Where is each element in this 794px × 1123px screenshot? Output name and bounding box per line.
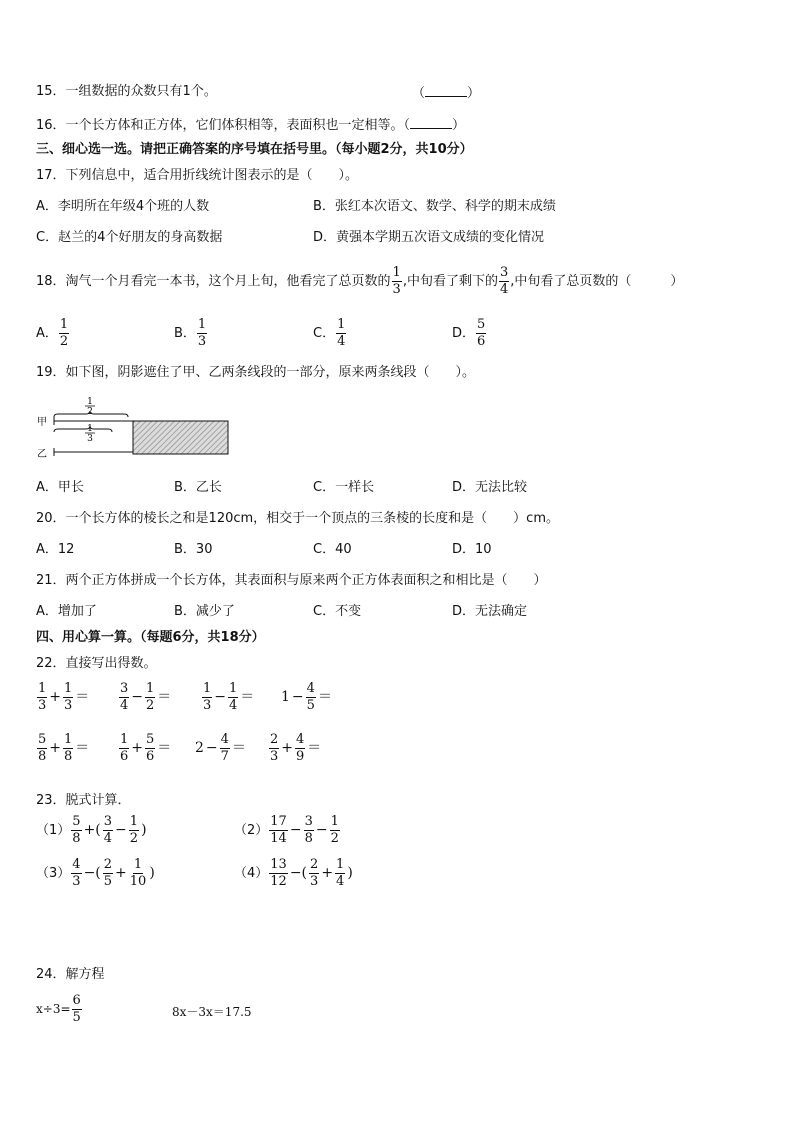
equals-sign: ＝ <box>231 740 246 757</box>
denominator: 6 <box>120 748 129 764</box>
q19-segment-figure <box>36 395 266 461</box>
numerator: 1 <box>64 732 73 747</box>
denominator: 4 <box>120 697 129 713</box>
denominator: 8 <box>38 748 47 764</box>
fraction <box>220 733 230 763</box>
q15-answer-blank[interactable] <box>412 85 480 100</box>
operator: + <box>131 740 144 757</box>
q23-problem-1 <box>36 815 148 845</box>
numerator: 4 <box>306 681 315 696</box>
q21-option-a[interactable]: A．增加了 <box>36 604 97 619</box>
fig-top-fraction-num: 1 <box>87 397 93 407</box>
section-4-heading: 四、用心算一算。（每题6分，共18分） <box>36 630 265 645</box>
q17-option-a[interactable]: A．李明所在年级4个班的人数 <box>36 199 210 214</box>
fraction <box>295 733 305 763</box>
operator: − <box>214 689 227 706</box>
q22-expr-5 <box>36 733 90 763</box>
q15-paren-open: （ <box>412 86 426 101</box>
q17-option-b[interactable]: B．张红本次语文、数学、科学的期末成绩 <box>313 199 556 214</box>
numerator: 4 <box>72 857 81 872</box>
q22-expr-4 <box>280 682 333 712</box>
q21-option-b[interactable]: B．减少了 <box>174 604 235 619</box>
numerator: 3 <box>304 814 313 829</box>
denominator: 3 <box>72 873 81 889</box>
q23-stem: 23．脱式计算． <box>36 793 131 808</box>
q18-option-c[interactable] <box>313 318 347 348</box>
fraction <box>119 682 129 712</box>
option-fraction <box>59 318 69 348</box>
numerator: 5 <box>38 732 47 747</box>
denominator: 3 <box>270 748 279 764</box>
operator: + <box>49 689 62 706</box>
operator: − <box>289 822 302 839</box>
numerator: 3 <box>103 814 113 829</box>
numerator: 1 <box>197 317 207 332</box>
fraction <box>72 994 82 1024</box>
q22-expr-7 <box>194 733 247 763</box>
close-paren: ) <box>141 822 147 839</box>
numerator: 1 <box>330 814 339 829</box>
fraction <box>129 815 139 845</box>
q18-option-b[interactable] <box>174 318 208 348</box>
operator: + <box>281 740 294 757</box>
operator: − <box>315 822 328 839</box>
numerator: 6 <box>72 993 81 1008</box>
q17-option-c[interactable]: C．赵兰的4个好朋友的身高数据 <box>36 230 223 245</box>
option-fraction <box>336 318 346 348</box>
denominator: 3 <box>38 697 47 713</box>
denominator: 2 <box>330 830 339 846</box>
option-label: D． <box>452 325 476 341</box>
whole-number: 2 <box>195 740 204 757</box>
denominator: 8 <box>72 830 81 846</box>
numerator: 1 <box>392 265 401 280</box>
q18-option-a[interactable] <box>36 318 70 348</box>
denominator: 3 <box>392 281 401 297</box>
numerator: 1 <box>120 732 129 747</box>
q18-part1: 18．淘气一个月看完一本书，这个月上旬，他看完了总页数的 <box>36 273 391 289</box>
fig-label-yi: 乙 <box>37 449 47 460</box>
denominator: 7 <box>220 748 229 764</box>
q24-equation-2: 8x－3x＝17.5 <box>172 1005 252 1019</box>
q15-paren-close: ） <box>467 86 481 101</box>
operator: −( <box>83 865 101 882</box>
numerator: 4 <box>296 732 305 747</box>
fraction <box>145 733 155 763</box>
q22-expr-8 <box>268 733 322 763</box>
denominator: 5 <box>103 873 113 889</box>
denominator: 2 <box>146 697 155 713</box>
q18-fraction-2 <box>499 266 509 296</box>
q18-option-d[interactable] <box>452 318 487 348</box>
operator: − <box>205 740 218 757</box>
problem-label: （2） <box>234 822 269 838</box>
denominator: 2 <box>59 333 69 349</box>
denominator: 4 <box>229 697 238 713</box>
denominator: 3 <box>197 333 207 349</box>
numerator: 2 <box>310 857 319 872</box>
q19-option-c[interactable]: C．一样长 <box>313 480 375 495</box>
q22-expr-2 <box>118 682 172 712</box>
denominator: 3 <box>64 697 73 713</box>
fraction <box>304 815 314 845</box>
q15-blank-line <box>425 85 467 97</box>
q21-option-d[interactable]: D．无法确定 <box>452 604 528 619</box>
denominator: 4 <box>103 830 113 846</box>
equation-left: x÷3= <box>36 1002 71 1017</box>
denominator: 5 <box>72 1009 81 1025</box>
numerator: 1 <box>146 681 155 696</box>
q20-option-b[interactable]: B．30 <box>174 542 213 557</box>
denominator: 3 <box>310 873 319 889</box>
denominator: 14 <box>270 830 287 846</box>
q24-equation-1 <box>36 994 83 1024</box>
q22-stem: 22．直接写出得数。 <box>36 656 157 671</box>
operator: − <box>291 689 304 706</box>
whole-number: 1 <box>281 689 290 706</box>
numerator: 5 <box>146 732 155 747</box>
numerator: 2 <box>270 732 279 747</box>
numerator: 17 <box>270 814 287 829</box>
numerator: 2 <box>103 857 113 872</box>
numerator: 1 <box>336 857 345 872</box>
option-label: A． <box>36 325 58 341</box>
q20-option-c[interactable]: C．40 <box>313 542 352 557</box>
numerator: 5 <box>477 317 486 332</box>
denominator: 6 <box>477 333 486 349</box>
numerator: 1 <box>203 681 212 696</box>
q18-stem <box>36 266 683 296</box>
option-label: B． <box>174 325 196 341</box>
fig-top-fraction-den: 2 <box>87 407 93 417</box>
denominator: 5 <box>306 697 315 713</box>
fig-shadow-box <box>133 421 228 454</box>
numerator: 1 <box>229 681 238 696</box>
denominator: 12 <box>270 873 287 889</box>
fraction <box>228 682 238 712</box>
fraction <box>306 682 316 712</box>
fraction <box>63 733 73 763</box>
fraction <box>103 815 113 845</box>
q18-fraction-1 <box>392 266 402 296</box>
fraction <box>103 858 113 888</box>
fraction <box>202 682 212 712</box>
fraction <box>37 733 47 763</box>
q15-text: 15．一组数据的众数只有1个。 <box>36 84 217 99</box>
operator: +( <box>83 822 101 839</box>
equals-sign: ＝ <box>317 689 332 706</box>
q19-stem: 19．如下图，阴影遮住了甲、乙两条线段的一部分，原来两条线段（ ）。 <box>36 365 476 380</box>
q23-problem-4 <box>234 858 354 888</box>
fraction <box>330 815 340 845</box>
numerator: 5 <box>72 814 81 829</box>
numerator: 1 <box>337 317 346 332</box>
q20-stem: 20．一个长方体的棱长之和是120cm，相交于一个顶点的三条棱的长度和是（ ）cm。 <box>36 511 559 526</box>
equals-sign: ＝ <box>75 689 90 706</box>
operator: + <box>321 865 334 882</box>
question-15 <box>36 85 217 98</box>
close-paren: ) <box>347 865 353 882</box>
fig-bottom-brace <box>54 426 112 432</box>
fraction <box>119 733 129 763</box>
equals-sign: ＝ <box>157 689 172 706</box>
q21-stem: 21．两个正方体拼成一个长方体，其表面积与原来两个正方体表面积之和相比是（ ） <box>36 573 547 588</box>
q19-option-d[interactable]: D．无法比较 <box>452 480 528 495</box>
q23-problem-3 <box>36 858 156 888</box>
numerator: 3 <box>499 265 509 280</box>
option-fraction <box>197 318 207 348</box>
fraction <box>269 815 288 845</box>
denominator: 6 <box>146 748 155 764</box>
section-3-heading: 三、细心选一选。请把正确答案的序号填在括号里。（每小题2分，共10分） <box>36 142 473 157</box>
problem-label: （3） <box>36 865 71 881</box>
numerator: 1 <box>133 857 143 872</box>
fraction <box>71 815 81 845</box>
q22-expr-3 <box>201 682 255 712</box>
equals-sign: ＝ <box>240 689 255 706</box>
operator: + <box>115 865 127 882</box>
numerator: 1 <box>59 317 69 332</box>
fraction <box>63 682 73 712</box>
numerator: 3 <box>120 681 129 696</box>
denominator: 10 <box>129 873 147 889</box>
q16-text: 16．一个长方体和正方体，它们体积相等，表面积也一定相等。（ <box>36 118 411 133</box>
option-fraction <box>476 318 486 348</box>
operator: − <box>131 689 144 706</box>
q24-stem: 24．解方程 <box>36 967 105 982</box>
equals-sign: ＝ <box>75 740 90 757</box>
operator: − <box>115 822 127 839</box>
problem-label: （1） <box>36 822 71 838</box>
q19-option-b[interactable]: B．乙长 <box>174 480 222 495</box>
q18-part2: ,中旬看了剩下的 <box>402 273 498 289</box>
q16-paren-close: ） <box>452 118 466 133</box>
fraction <box>129 858 148 888</box>
numerator: 1 <box>129 814 139 829</box>
option-label: C． <box>313 325 336 341</box>
question-16 <box>36 117 465 132</box>
denominator: 2 <box>129 830 139 846</box>
denominator: 4 <box>499 281 509 297</box>
denominator: 8 <box>304 830 313 846</box>
fig-bottom-fraction-num: 1 <box>87 424 93 434</box>
q22-expr-1 <box>36 682 90 712</box>
q17-option-d[interactable]: D．黄强本学期五次语文成绩的变化情况 <box>313 230 545 245</box>
q16-answer-blank[interactable] <box>410 117 452 129</box>
q17-stem: 17．下列信息中，适合用折线统计图表示的是（ ）。 <box>36 168 359 183</box>
fig-bottom-fraction-den: 3 <box>87 434 93 444</box>
q19-option-a[interactable]: A．甲长 <box>36 480 84 495</box>
equals-sign: ＝ <box>307 740 322 757</box>
q20-option-d[interactable]: D．10 <box>452 542 492 557</box>
fraction <box>37 682 47 712</box>
q18-part3: ,中旬看了总页数的（ ） <box>510 273 684 289</box>
q21-option-c[interactable]: C．不变 <box>313 604 362 619</box>
q23-problem-2 <box>234 815 341 845</box>
numerator: 4 <box>220 732 229 747</box>
fraction <box>309 858 319 888</box>
fraction <box>269 733 279 763</box>
q20-option-a[interactable]: A．12 <box>36 542 75 557</box>
fraction <box>145 682 155 712</box>
problem-label: （4） <box>234 865 269 881</box>
fraction <box>269 858 288 888</box>
denominator: 4 <box>337 333 346 349</box>
equals-sign: ＝ <box>157 740 172 757</box>
fraction <box>71 858 81 888</box>
numerator: 1 <box>38 681 47 696</box>
close-paren: ) <box>149 865 155 882</box>
denominator: 4 <box>336 873 345 889</box>
operator: −( <box>289 865 308 882</box>
numerator: 13 <box>270 857 287 872</box>
denominator: 8 <box>64 748 73 764</box>
fig-label-jia: 甲 <box>37 417 47 428</box>
denominator: 9 <box>296 748 305 764</box>
operator: + <box>49 740 62 757</box>
fraction <box>335 858 345 888</box>
denominator: 3 <box>203 697 212 713</box>
q22-expr-6 <box>118 733 172 763</box>
numerator: 1 <box>64 681 73 696</box>
